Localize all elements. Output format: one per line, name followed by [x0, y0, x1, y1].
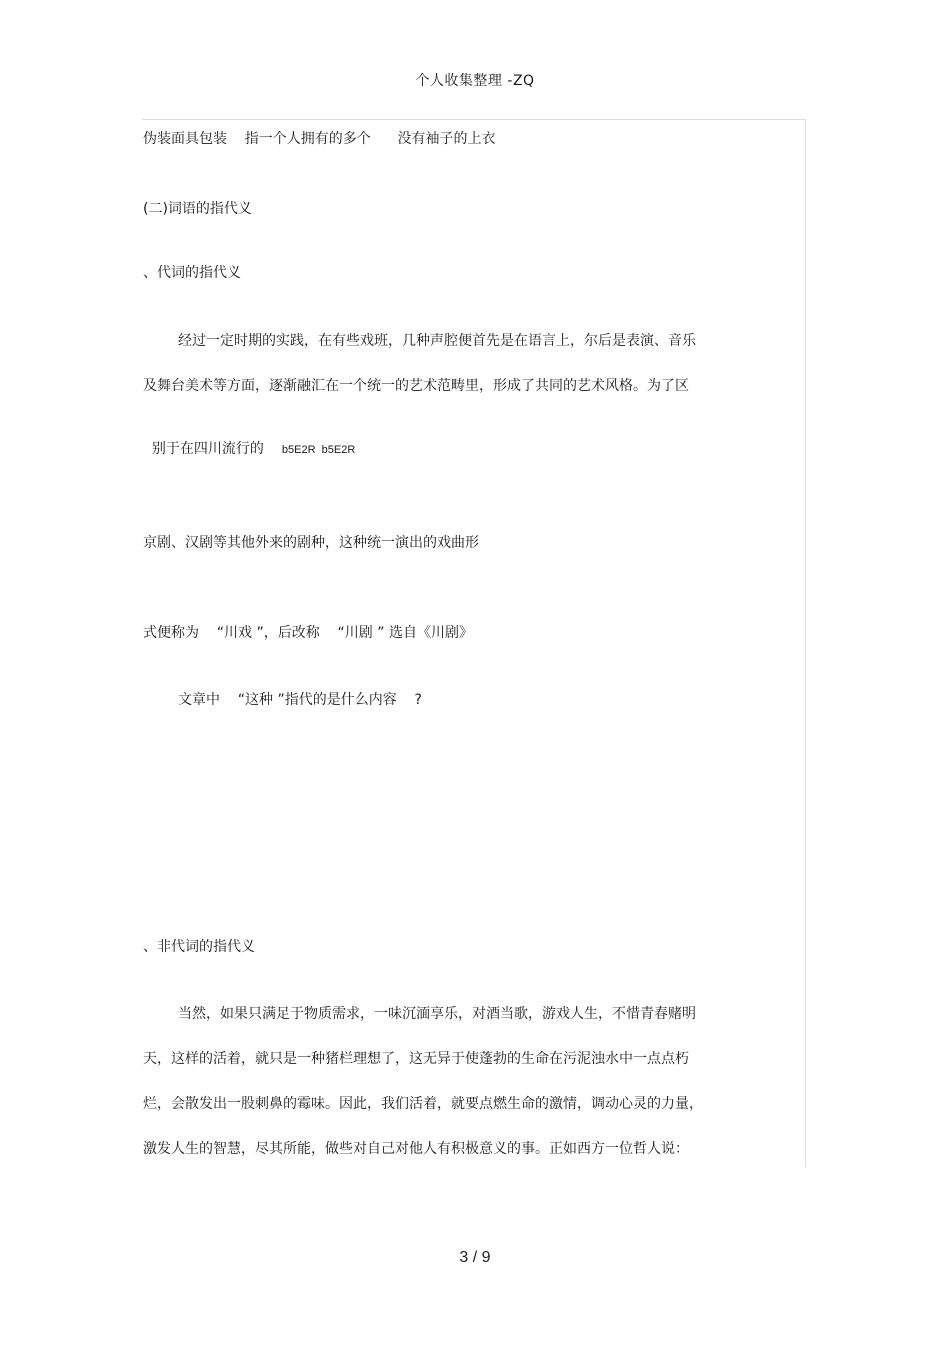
paragraph-line: 式便称为 “川戏 ”，后改称 “川剧 ” 选自《川剧》	[143, 625, 473, 641]
paragraph-line: 激发人生的智慧，尽其所能，做些对自己对他人有积极意义的事。正如西方一位哲人说：	[143, 1141, 689, 1157]
paragraph-line	[143, 422, 355, 459]
page-number: 3 / 9	[459, 1249, 491, 1266]
paragraph-line: 天，这样的活着，就只是一种猪栏理想了，这无异于使蓬勃的生命在污泥浊水中一点点朽	[143, 1051, 689, 1067]
vocab-line: 伪装面具包装 指一个人拥有的多个 没有袖子的上衣	[143, 131, 496, 147]
section-heading: (二)词语的指代义	[143, 201, 252, 217]
paragraph-line: 当然，如果只满足于物质需求，一味沉湎享乐，对酒当歌，游戏人生，不惜青春赌明	[178, 1006, 696, 1022]
paragraph-line: 及舞台美术等方面，逐渐融汇在一个统一的艺术范畴里，形成了共同的艺术风格。为了区	[143, 378, 689, 394]
paragraph-line: 经过一定时期的实践，在有些戏班，几种声腔便首先是在语言上，尔后是表演、音乐	[178, 333, 696, 349]
paragraph-text: 别于在四川流行的	[151, 441, 264, 457]
question-text: 文章中 “这种 ”指代的是什么内容 ?	[178, 692, 422, 708]
page-header: 个人收集整理 -ZQ	[415, 73, 535, 89]
subsection-heading-pronoun: 、代词的指代义	[143, 265, 241, 281]
paragraph-line: 烂，会散发出一股刺鼻的霉味。因此，我们活着，就要点燃生命的激情，调动心灵的力量，	[143, 1096, 703, 1112]
code-text: b5E2R b5E2R	[281, 444, 356, 456]
paragraph-line: 京剧、汉剧等其他外来的剧种，这种统一演出的戏曲形	[143, 535, 479, 551]
subsection-heading-nonpronoun: 、非代词的指代义	[143, 939, 255, 955]
